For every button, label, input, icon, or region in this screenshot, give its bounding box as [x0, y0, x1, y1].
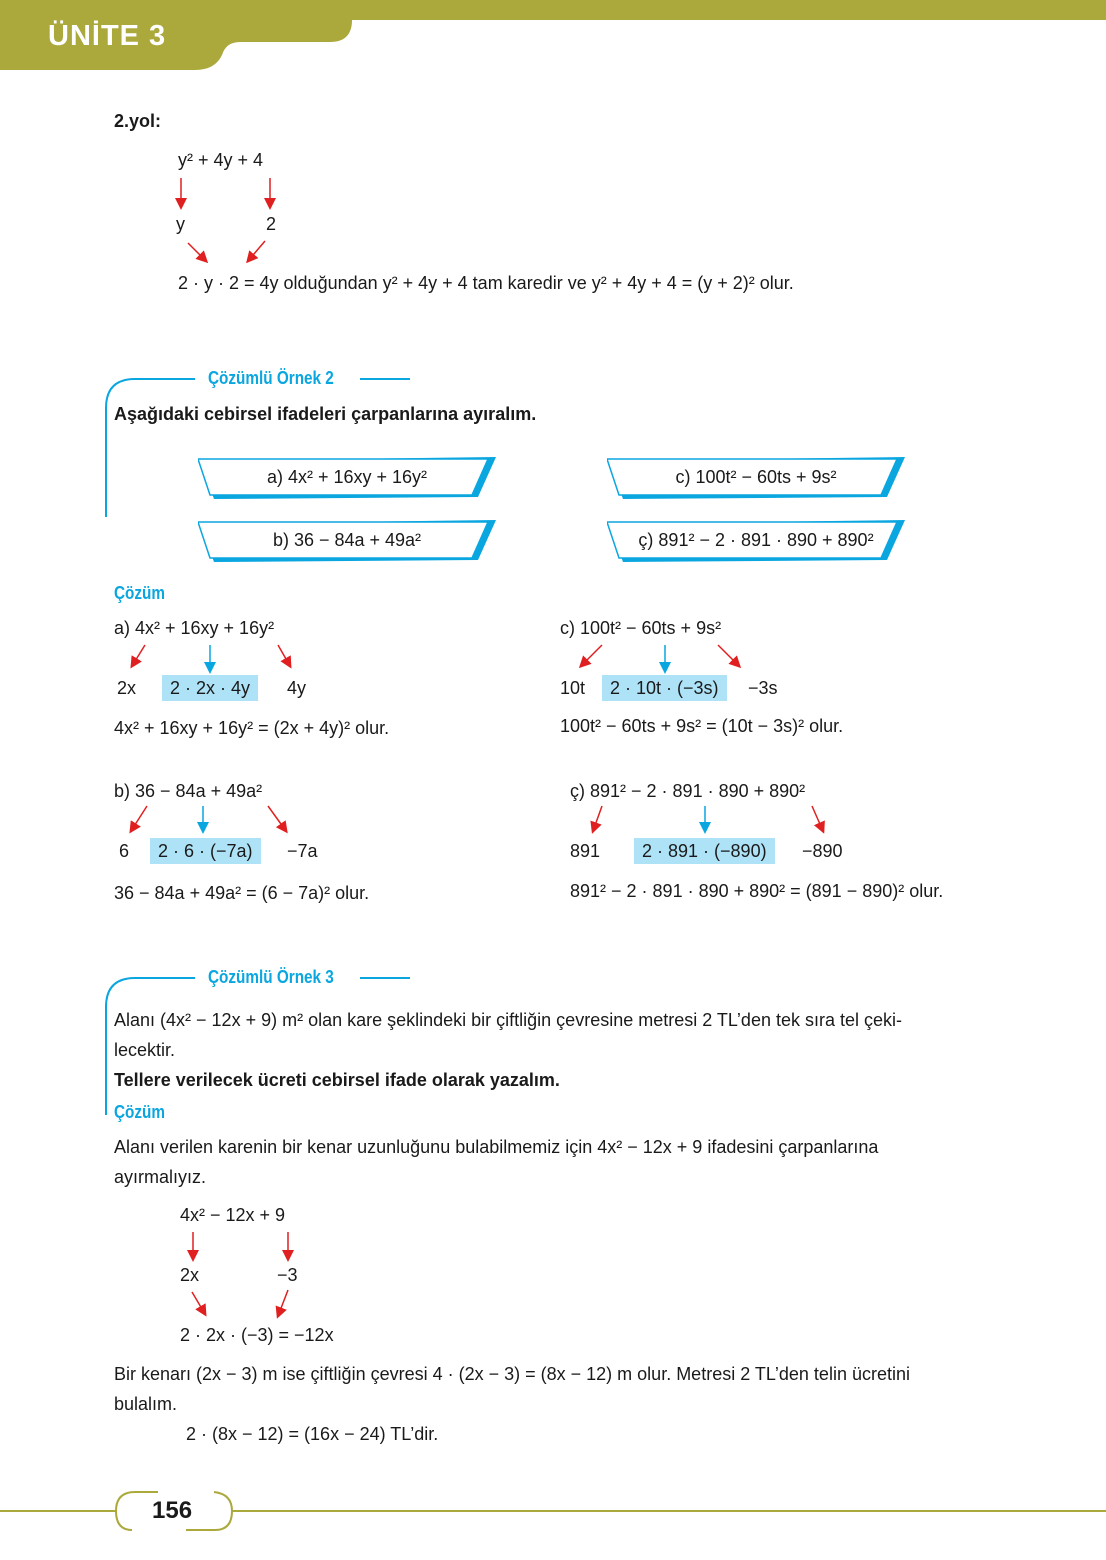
solution-result: 4x² + 16xy + 16y² = (2x + 4y)² olur.	[114, 718, 390, 738]
arrow	[812, 806, 823, 831]
solution-right: −7a	[287, 841, 318, 861]
problem-line: Alanı (4x² − 12x + 9) m² olan kare şeklindeki bir çiftliğin çevresine metresi 2 TL’den tek sıra tel çeki-	[114, 1010, 903, 1030]
arrow	[188, 243, 206, 261]
solution-text: Alanı verilen karenin bir kenar uzunluğunu bulabilmemiz için 4x² − 12x + 9 ifadesini çarpanlarına	[114, 1137, 879, 1157]
arrow	[278, 1290, 288, 1316]
problem-line: lecektir.	[114, 1040, 176, 1060]
solution-expr: b) 36 − 84a + 49a²	[114, 781, 263, 801]
problem-text: ç) 891² − 2 · 891 · 890 + 890²	[638, 530, 874, 550]
arrow	[131, 806, 147, 831]
problem-text: a) 4x² + 16xy + 16y²	[266, 467, 428, 487]
expression: y² + 4y + 4	[178, 150, 264, 170]
root-left: y	[176, 214, 185, 234]
problem-box-b	[198, 520, 496, 566]
solution-left: 10t	[560, 678, 586, 698]
solution-left: 891	[570, 841, 601, 861]
solution-right: 4y	[287, 678, 307, 698]
solution-middle: 2 · 2x · 4y	[162, 675, 258, 701]
final-answer: 2 · (8x − 12) = (16x − 24) TL’dir.	[186, 1424, 439, 1444]
solution-expr: a) 4x² + 16xy + 16y²	[114, 618, 275, 638]
problem-text: c) 100t² − 60ts + 9s²	[675, 467, 837, 487]
middle-check: 2 · 2x · (−3) = −12x	[180, 1325, 334, 1345]
problem-box-a	[198, 457, 496, 503]
solution-label: Çözüm	[114, 1102, 165, 1122]
problem-text: b) 36 − 84a + 49a²	[272, 530, 422, 550]
solution-text: ayırmalıyız.	[114, 1167, 207, 1187]
solution-left: 2x	[117, 678, 137, 698]
arrow	[581, 645, 602, 666]
root-right: −3	[277, 1265, 298, 1285]
conclusion: 2 · y · 2 = 4y olduğundan y² + 4y + 4 tam karedir ve y² + 4y + 4 = (y + 2)² olur.	[178, 273, 794, 293]
solution-left: 6	[119, 841, 130, 861]
root-left: 2x	[180, 1265, 200, 1285]
arrow	[192, 1292, 205, 1314]
example-title: Çözümlü Örnek 2	[208, 368, 334, 388]
unit-title: ÜNİTE 3	[48, 20, 167, 52]
arrow	[718, 645, 739, 666]
arrow	[268, 806, 286, 831]
solution-expr: c) 100t² − 60ts + 9s²	[560, 618, 722, 638]
solution-result: 891² − 2 · 891 · 890 + 890² = (891 − 890)² olur.	[570, 881, 944, 901]
arrow	[132, 645, 145, 666]
solution-expr: ç) 891² − 2 · 891 · 890 + 890²	[570, 781, 806, 801]
solution-middle: 2 · 6 · (−7a)	[150, 838, 261, 864]
solution-result: 100t² − 60ts + 9s² = (10t − 3s)² olur.	[560, 716, 844, 736]
question: Tellere verilecek ücreti cebirsel ifade olarak yazalım.	[114, 1070, 560, 1090]
arrow	[593, 806, 602, 831]
arrow	[278, 645, 290, 666]
page-number: 156	[152, 1497, 193, 1524]
method-title: 2.yol:	[114, 111, 162, 131]
solution-text: bulalım.	[114, 1394, 178, 1414]
problem-box-cc	[607, 520, 905, 566]
solution-right: −3s	[748, 678, 778, 698]
arrow	[248, 241, 265, 261]
example-title: Çözümlü Örnek 3	[208, 967, 334, 987]
solution-result: 36 − 84a + 49a² = (6 − 7a)² olur.	[114, 883, 370, 903]
solution-text: Bir kenarı (2x − 3) m ise çiftliğin çevresi 4 · (2x − 3) = (8x − 12) m olur. Metresi 2 TL’den telin ücretini	[114, 1364, 910, 1384]
problem-box-c	[607, 457, 905, 503]
solution-middle: 2 · 10t · (−3s)	[602, 675, 727, 701]
expression: 4x² − 12x + 9	[180, 1205, 286, 1225]
example-prompt: Aşağıdaki cebirsel ifadeleri çarpanlarına ayıralım.	[114, 404, 537, 424]
solution-middle: 2 · 891 · (−890)	[634, 838, 775, 864]
solution-right: −890	[802, 841, 843, 861]
root-right: 2	[266, 214, 277, 234]
solution-label: Çözüm	[114, 583, 165, 603]
